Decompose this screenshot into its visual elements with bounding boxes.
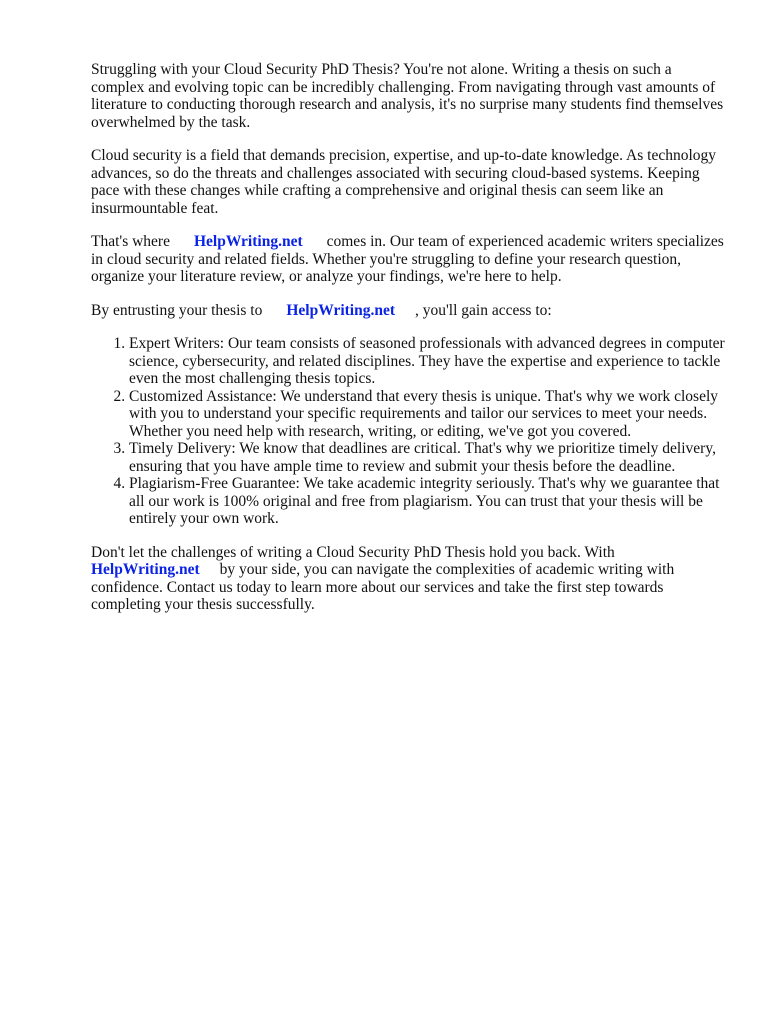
list-item: 1. Expert Writers: Our team consists of seasoned professionals with advanced degrees in computer science, cybersecurity, and related disciplines. They have the expertise and experience to tackle even the most challenging thesis topics. [129, 335, 727, 388]
helpwriting-link[interactable]: HelpWriting.net [286, 301, 396, 319]
helpwriting-link[interactable]: HelpWriting.net [193, 233, 303, 250]
helpwriting-link[interactable]: HelpWriting.net [91, 561, 200, 578]
access-text-before: By entrusting your thesis to [91, 301, 263, 319]
list-item: 3. Timely Delivery: We know that deadlines are critical. That's why we prioritize timely delivery, ensuring that you have ample time to review and submit your thesis before the deadline. [129, 440, 727, 475]
service-text-after: comes in. Our team of experienced academic writers specializes in cloud security and related fields. Whether you're struggling to define your research question, organize your literature review, or analyze your findings, we're here to help. [91, 233, 724, 285]
access-paragraph [91, 302, 727, 320]
intro-paragraph-1: Struggling with your Cloud Security PhD Thesis? You're not alone. Writing a thesis on such a complex and evolving topic can be incredibly challenging. From navigating through vast amounts of literature to conducting thorough research and analysis, it's no surprise many students find themselves overwhelmed by the task. [91, 61, 724, 131]
service-text-before: That's where [91, 233, 170, 250]
service-paragraph [91, 233, 727, 286]
intro-paragraph-2: Cloud security is a field that demands precision, expertise, and up-to-date knowledge. As technology advances, so do the threats and challenges associated with securing cloud-based systems. Keeping pace with these changes while crafting a comprehensive and original thesis can seem like an insurmountable feat. [91, 147, 717, 217]
access-text-after: , you'll gain access to: [415, 301, 552, 319]
document-page [91, 61, 727, 630]
list-item: 4. Plagiarism-Free Guarantee: We take academic integrity seriously. That's why we guarantee that all our work is 100% original and free from plagiarism. You can trust that your thesis will be entirely your own work. [129, 475, 727, 528]
list-item: 2. Customized Assistance: We understand that every thesis is unique. That's why we work closely with you to understand your specific requirements and tailor our services to meet your needs. Whether you need help with research, writing, or editing, we've got you covered. [129, 388, 727, 441]
closing-text-before: Don't let the challenges of writing a Cloud Security PhD Thesis hold you back. With [91, 543, 615, 561]
closing-text-after: by your side, you can navigate the complexities of academic writing with confidence. Contact us today to learn more about our services and take the first step towards completing your thesis successfully. [91, 561, 675, 613]
benefits-list [91, 335, 727, 528]
closing-paragraph [91, 544, 727, 614]
